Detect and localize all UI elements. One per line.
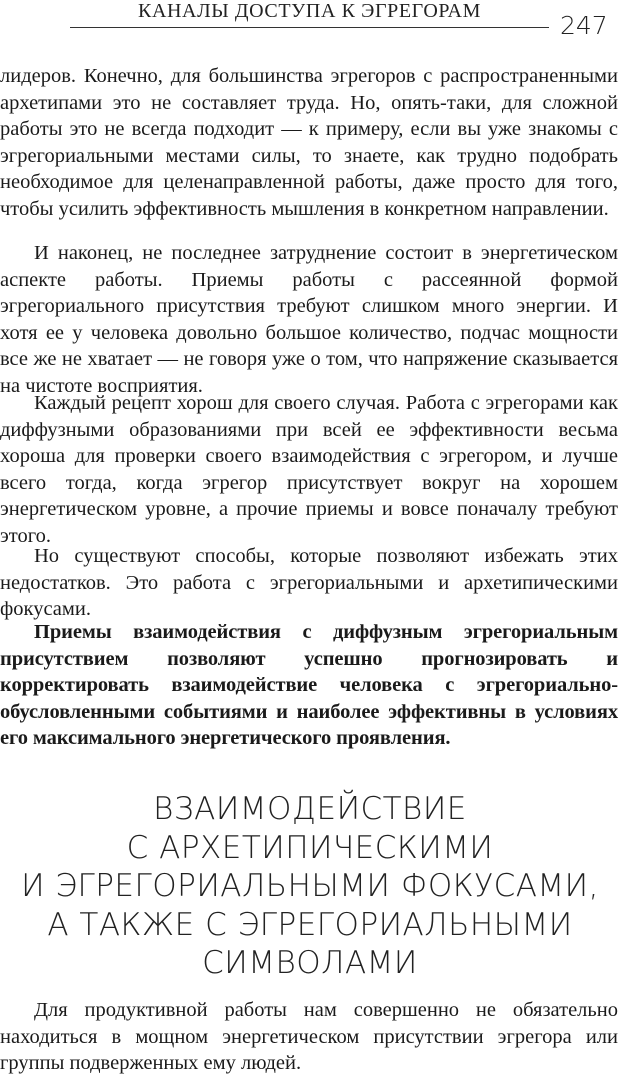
section-heading-line: И ЭГРЕГОРИАЛЬНЫМИ ФОКУСАМИ, [21,868,599,904]
section-heading-line: С АРХЕТИПИЧЕСКИМИ [126,829,494,866]
section-heading [0,790,620,983]
running-title: КАНАЛЫ ДОСТУПА К ЭГРЕГОРАМ [138,0,481,22]
section-heading-line: СИМВОЛАМИ [202,945,418,981]
body-paragraph: Каждый рецепт хорош для своего случая. Работа с эгрегорами как диффузными образованиями при всей ее эффективности весьма хороша для проверки своего взаимодействия с эгрегором, и лучше всего тогда, когда эгрегор присутствует вокруг на хорошем энергетическом уровне, а прочие приемы и вовсе поначалу требуют этого. [0,392,618,547]
section-heading-line: А ТАКЖЕ С ЭГРЕГОРИАЛЬНЫМИ [47,906,573,943]
header-rule [70,27,549,28]
page-number: 247 [560,11,608,40]
body-paragraph: лидеров. Конечно, для большинства эгрегоров с распространенными архетипами это не составляет труда. Но, опять-таки, для сложной работы это не всегда подходит — к примеру, если вы уже знакомы с эгрегориальными местами силы, то знаете, как трудно подобрать необходимое для целенаправленной работы, даже просто для того, чтобы усилить эффективность мышления в конкретном направлении. [0,65,618,220]
emphasis-paragraph: Приемы взаимодействия с диффузным эгрегориальным присутствием позволяют успешно прогнозировать и корректировать взаимодействие человека с эгрегориально-обусловленными событиями и наиболее эффективны в условиях его максимального энергетического проявления. [0,621,618,749]
running-header [0,0,620,44]
body-paragraph: Но существуют способы, которые позволяют избежать этих недостатков. Это работа с эгрегориальными и архетипическими фокусами. [0,545,618,620]
body-paragraph: И наконец, не последнее затруднение состоит в энергетическом аспекте работы. Приемы работы с рассеянной формой эгрегориального присутствия требуют слишком много энергии. И хотя ее у человека довольно большое количество, подчас мощности все же не хватает — не говоря уже о том, что напряжение сказывается на чистоте восприятия. [0,242,618,397]
body-paragraph: Для продуктивной работы нам совершенно не обязательно находиться в мощном энергетическом присутствии эгрегора или группы подверженных ему людей. [0,999,618,1074]
section-heading-line: ВЗАИМОДЕЙСТВИЕ [153,791,467,827]
